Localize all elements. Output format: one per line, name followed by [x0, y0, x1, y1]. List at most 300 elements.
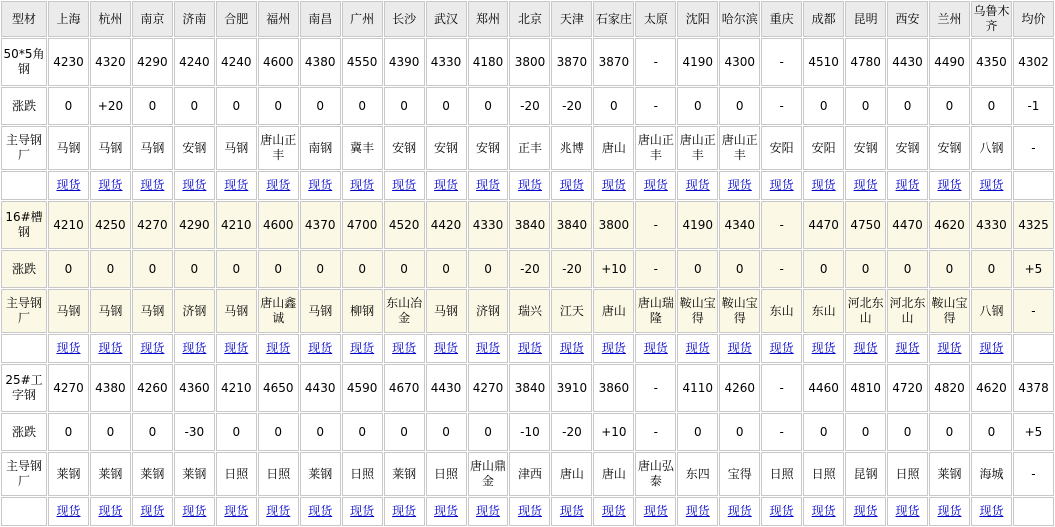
- price-cell: 4378: [1013, 364, 1054, 412]
- change-cell: -: [761, 250, 802, 288]
- mill-cell: 莱钢: [132, 452, 173, 496]
- spot-cell: [509, 497, 550, 526]
- price-cell: 4270: [132, 201, 173, 249]
- column-header-city: 西安: [887, 1, 928, 37]
- header-row: [1, 1, 1054, 37]
- product-label: 25#工字钢: [1, 364, 47, 412]
- spot-cell: [48, 334, 89, 363]
- spot-cell: [216, 334, 257, 363]
- price-cell: 3800: [509, 38, 550, 86]
- spot-link[interactable]: 现货: [559, 341, 584, 355]
- mill-cell: 安钢: [468, 126, 509, 170]
- mill-cell: 冀丰: [342, 126, 383, 170]
- change-cell: +20: [90, 87, 131, 125]
- spot-cell: [174, 171, 215, 200]
- change-cell: 0: [677, 250, 718, 288]
- spot-link[interactable]: 现货: [182, 178, 207, 192]
- spot-cell: [593, 171, 634, 200]
- spot-link[interactable]: 现货: [434, 504, 459, 518]
- mill-cell: 安阳: [761, 126, 802, 170]
- spot-link[interactable]: 现货: [517, 341, 542, 355]
- spot-cell: [468, 171, 509, 200]
- spot-link[interactable]: 现货: [182, 341, 207, 355]
- spot-cell: [887, 171, 928, 200]
- spot-cell: [719, 334, 760, 363]
- change-cell: 0: [384, 250, 425, 288]
- mill-cell: 安钢: [929, 126, 970, 170]
- mill-cell: 马钢: [48, 289, 89, 333]
- spot-cell: [761, 497, 802, 526]
- spot-link[interactable]: 现货: [140, 504, 165, 518]
- change-cell: -: [761, 413, 802, 451]
- spot-link[interactable]: 现货: [685, 504, 710, 518]
- column-header-city: 太原: [635, 1, 676, 37]
- spot-link[interactable]: 现货: [392, 178, 417, 192]
- change-cell: 0: [426, 250, 467, 288]
- spot-link[interactable]: 现货: [224, 504, 249, 518]
- mill-cell: 马钢: [216, 289, 257, 333]
- mill-cell: 唐山: [551, 452, 592, 496]
- avg-spot-empty: [1013, 334, 1054, 363]
- price-cell: -: [635, 364, 676, 412]
- change-cell: 0: [132, 250, 173, 288]
- spot-cell: [761, 171, 802, 200]
- spot-link[interactable]: 现货: [643, 341, 668, 355]
- spot-link[interactable]: 现货: [98, 178, 123, 192]
- change-cell: 0: [48, 413, 89, 451]
- spot-cell: [384, 497, 425, 526]
- price-cell: 4302: [1013, 38, 1054, 86]
- mill-cell: 东四: [677, 452, 718, 496]
- spot-cell: [929, 497, 970, 526]
- change-cell: +10: [593, 413, 634, 451]
- spot-link[interactable]: 现货: [434, 341, 459, 355]
- spot-cell: [48, 497, 89, 526]
- column-header-city: 兰州: [929, 1, 970, 37]
- price-cell: 4700: [342, 201, 383, 249]
- change-cell: -20: [509, 87, 550, 125]
- spot-cell: [887, 334, 928, 363]
- mill-cell: 南钢: [300, 126, 341, 170]
- price-cell: 3870: [551, 38, 592, 86]
- spot-cell: [635, 171, 676, 200]
- spot-link[interactable]: 现货: [769, 341, 794, 355]
- spot-link[interactable]: 现货: [811, 178, 836, 192]
- change-cell: 0: [384, 87, 425, 125]
- spot-link[interactable]: 现货: [517, 504, 542, 518]
- spot-link[interactable]: 现货: [476, 504, 501, 518]
- spot-cell: [845, 171, 886, 200]
- price-cell: 4270: [468, 364, 509, 412]
- mill-cell: 安钢: [384, 126, 425, 170]
- spot-cell: [48, 171, 89, 200]
- price-row: [1, 38, 1054, 86]
- change-cell: -20: [509, 250, 550, 288]
- price-cell: 4780: [845, 38, 886, 86]
- price-cell: 4380: [300, 38, 341, 86]
- spot-link[interactable]: 现货: [811, 341, 836, 355]
- spot-cell: [803, 171, 844, 200]
- change-cell: 0: [971, 87, 1012, 125]
- price-cell: 4330: [971, 201, 1012, 249]
- spot-link[interactable]: 现货: [979, 504, 1004, 518]
- product-label: 50*5角钢: [1, 38, 47, 86]
- spot-link[interactable]: 现货: [266, 341, 291, 355]
- change-cell: 0: [258, 413, 299, 451]
- spot-cell: [677, 334, 718, 363]
- spot-cell: [174, 497, 215, 526]
- change-cell: 0: [48, 250, 89, 288]
- change-cell: 0: [426, 87, 467, 125]
- spot-link[interactable]: 现货: [56, 341, 81, 355]
- price-cell: 4250: [90, 201, 131, 249]
- price-row: [1, 201, 1054, 249]
- price-cell: 4550: [342, 38, 383, 86]
- price-cell: 4520: [384, 201, 425, 249]
- spot-link[interactable]: 现货: [643, 178, 668, 192]
- spot-link[interactable]: 现货: [140, 178, 165, 192]
- spot-link[interactable]: 现货: [56, 178, 81, 192]
- spot-link[interactable]: 现货: [643, 504, 668, 518]
- spot-cell: [551, 334, 592, 363]
- change-cell: +10: [593, 250, 634, 288]
- spot-link[interactable]: 现货: [350, 341, 375, 355]
- change-cell: 0: [258, 250, 299, 288]
- change-cell: 0: [845, 250, 886, 288]
- spot-cell: [593, 334, 634, 363]
- spot-row: [1, 171, 1054, 200]
- change-label: 涨跌: [1, 413, 47, 451]
- column-header-city: 均价: [1013, 1, 1054, 37]
- mill-cell: 马钢: [426, 289, 467, 333]
- spot-cell: [342, 334, 383, 363]
- price-cell: 4460: [803, 364, 844, 412]
- spot-link[interactable]: 现货: [224, 178, 249, 192]
- spot-label-empty: [1, 334, 47, 363]
- spot-cell: [132, 497, 173, 526]
- spot-link[interactable]: 现货: [727, 178, 752, 192]
- spot-link[interactable]: 现货: [308, 504, 333, 518]
- mill-cell: 鞍山宝得: [929, 289, 970, 333]
- spot-link[interactable]: 现货: [434, 178, 459, 192]
- column-header-city: 上海: [48, 1, 89, 37]
- price-cell: 4190: [677, 38, 718, 86]
- spot-cell: [174, 334, 215, 363]
- price-cell: 3800: [593, 201, 634, 249]
- mill-cell: 唐山: [593, 289, 634, 333]
- spot-link[interactable]: 现货: [727, 504, 752, 518]
- price-cell: 4350: [971, 38, 1012, 86]
- column-header-city: 昆明: [845, 1, 886, 37]
- spot-link[interactable]: 现货: [853, 504, 878, 518]
- change-cell: +5: [1013, 250, 1054, 288]
- spot-link[interactable]: 现货: [98, 341, 123, 355]
- spot-link[interactable]: 现货: [895, 341, 920, 355]
- mill-cell: 日照: [258, 452, 299, 496]
- spot-cell: [426, 334, 467, 363]
- price-cell: 4230: [48, 38, 89, 86]
- mill-cell: 日照: [216, 452, 257, 496]
- change-cell: 0: [384, 413, 425, 451]
- mill-cell: 唐山正丰: [719, 126, 760, 170]
- spot-link[interactable]: 现货: [895, 178, 920, 192]
- mill-label: 主导钢厂: [1, 126, 47, 170]
- price-cell: 4360: [174, 364, 215, 412]
- change-cell: 0: [174, 87, 215, 125]
- price-cell: 4300: [719, 38, 760, 86]
- column-header-city: 乌鲁木齐: [971, 1, 1012, 37]
- price-cell: 4380: [90, 364, 131, 412]
- spot-cell: [719, 497, 760, 526]
- price-cell: -: [761, 201, 802, 249]
- change-cell: 0: [468, 413, 509, 451]
- mill-cell: 唐山鼎金: [468, 452, 509, 496]
- spot-cell: [761, 334, 802, 363]
- change-cell: 0: [845, 413, 886, 451]
- mill-cell: 昆钢: [845, 452, 886, 496]
- price-cell: 4810: [845, 364, 886, 412]
- price-cell: 3860: [593, 364, 634, 412]
- price-cell: 4600: [258, 38, 299, 86]
- change-cell: 0: [845, 87, 886, 125]
- price-cell: 4210: [48, 201, 89, 249]
- spot-cell: [929, 171, 970, 200]
- change-cell: 0: [426, 413, 467, 451]
- column-header-city: 重庆: [761, 1, 802, 37]
- column-header-city: 成都: [803, 1, 844, 37]
- spot-link[interactable]: 现货: [308, 178, 333, 192]
- mill-cell: 鞍山宝得: [677, 289, 718, 333]
- spot-link[interactable]: 现货: [811, 504, 836, 518]
- price-cell: 3870: [593, 38, 634, 86]
- spot-link[interactable]: 现货: [769, 504, 794, 518]
- price-cell: 4260: [132, 364, 173, 412]
- mill-cell: 宝得: [719, 452, 760, 496]
- column-header-city: 沈阳: [677, 1, 718, 37]
- mill-cell: 唐山正丰: [258, 126, 299, 170]
- change-cell: 0: [216, 87, 257, 125]
- change-cell: 0: [719, 87, 760, 125]
- price-cell: 4290: [174, 201, 215, 249]
- change-cell: 0: [677, 413, 718, 451]
- mill-cell: 马钢: [48, 126, 89, 170]
- spot-link[interactable]: 现货: [979, 178, 1004, 192]
- mill-row: [1, 126, 1054, 170]
- mill-cell: 马钢: [216, 126, 257, 170]
- mill-label: 主导钢厂: [1, 289, 47, 333]
- spot-cell: [509, 171, 550, 200]
- spot-link[interactable]: 现货: [937, 178, 962, 192]
- spot-link[interactable]: 现货: [853, 341, 878, 355]
- spot-cell: [635, 497, 676, 526]
- spot-link[interactable]: 现货: [685, 178, 710, 192]
- price-cell: 4320: [90, 38, 131, 86]
- spot-cell: [971, 334, 1012, 363]
- change-cell: 0: [468, 87, 509, 125]
- mill-cell: 济钢: [468, 289, 509, 333]
- price-cell: 4430: [887, 38, 928, 86]
- change-cell: -1: [1013, 87, 1054, 125]
- spot-cell: [216, 171, 257, 200]
- mill-cell: 莱钢: [48, 452, 89, 496]
- change-cell: 0: [593, 87, 634, 125]
- spot-link[interactable]: 现货: [937, 341, 962, 355]
- column-header-city: 杭州: [90, 1, 131, 37]
- price-cell: -: [761, 38, 802, 86]
- corner-header-product: 型材: [1, 1, 47, 37]
- column-header-city: 福州: [258, 1, 299, 37]
- change-cell: 0: [719, 413, 760, 451]
- spot-cell: [300, 171, 341, 200]
- spot-row: [1, 497, 1054, 526]
- mill-cell: 莱钢: [384, 452, 425, 496]
- mill-cell: 安钢: [887, 126, 928, 170]
- mill-cell: 鞍山宝得: [719, 289, 760, 333]
- spot-link[interactable]: 现货: [895, 504, 920, 518]
- spot-link[interactable]: 现货: [224, 341, 249, 355]
- spot-link[interactable]: 现货: [182, 504, 207, 518]
- price-cell: 4340: [719, 201, 760, 249]
- spot-link[interactable]: 现货: [98, 504, 123, 518]
- change-row: [1, 413, 1054, 451]
- change-cell: 0: [216, 250, 257, 288]
- spot-link[interactable]: 现货: [476, 178, 501, 192]
- mill-cell: 河北东山: [887, 289, 928, 333]
- price-cell: 4470: [887, 201, 928, 249]
- spot-link[interactable]: 现货: [476, 341, 501, 355]
- spot-link[interactable]: 现货: [559, 178, 584, 192]
- change-cell: -: [635, 87, 676, 125]
- change-cell: +5: [1013, 413, 1054, 451]
- spot-link[interactable]: 现货: [140, 341, 165, 355]
- mill-cell: 柳钢: [342, 289, 383, 333]
- spot-link[interactable]: 现货: [979, 341, 1004, 355]
- change-cell: 0: [342, 87, 383, 125]
- spot-cell: [384, 171, 425, 200]
- change-cell: 0: [929, 87, 970, 125]
- spot-link[interactable]: 现货: [769, 178, 794, 192]
- mill-cell: 安阳: [803, 126, 844, 170]
- spot-link[interactable]: 现货: [517, 178, 542, 192]
- change-cell: 0: [132, 413, 173, 451]
- spot-link[interactable]: 现货: [601, 341, 626, 355]
- spot-link[interactable]: 现货: [937, 504, 962, 518]
- spot-link[interactable]: 现货: [266, 504, 291, 518]
- spot-cell: [845, 334, 886, 363]
- spot-link[interactable]: 现货: [350, 504, 375, 518]
- change-cell: 0: [887, 413, 928, 451]
- mill-cell: 河北东山: [845, 289, 886, 333]
- mill-cell: 东山: [803, 289, 844, 333]
- spot-link[interactable]: 现货: [392, 341, 417, 355]
- mill-cell: 安钢: [174, 126, 215, 170]
- change-cell: 0: [300, 250, 341, 288]
- spot-cell: [551, 497, 592, 526]
- mill-cell: 唐山正丰: [677, 126, 718, 170]
- spot-link[interactable]: 现货: [350, 178, 375, 192]
- spot-cell: [719, 171, 760, 200]
- mill-cell: 日照: [761, 452, 802, 496]
- mill-cell: -: [1013, 289, 1054, 333]
- mill-cell: 正丰: [509, 126, 550, 170]
- price-cell: 4390: [384, 38, 425, 86]
- price-cell: -: [635, 38, 676, 86]
- mill-cell: 津西: [509, 452, 550, 496]
- mill-row: [1, 452, 1054, 496]
- spot-cell: [384, 334, 425, 363]
- change-cell: 0: [719, 250, 760, 288]
- price-cell: -: [761, 364, 802, 412]
- mill-cell: 济钢: [174, 289, 215, 333]
- spot-link[interactable]: 现货: [56, 504, 81, 518]
- spot-link[interactable]: 现货: [685, 341, 710, 355]
- spot-link[interactable]: 现货: [308, 341, 333, 355]
- mill-cell: 日照: [342, 452, 383, 496]
- price-row: [1, 364, 1054, 412]
- change-cell: -: [635, 413, 676, 451]
- change-cell: 0: [300, 413, 341, 451]
- change-cell: 0: [216, 413, 257, 451]
- spot-cell: [300, 334, 341, 363]
- spot-cell: [258, 497, 299, 526]
- price-cell: 3910: [551, 364, 592, 412]
- spot-cell: [468, 497, 509, 526]
- change-cell: 0: [174, 250, 215, 288]
- spot-cell: [132, 171, 173, 200]
- mill-cell: 瑞兴: [509, 289, 550, 333]
- mill-cell: 马钢: [300, 289, 341, 333]
- spot-cell: [971, 497, 1012, 526]
- price-cell: 4330: [468, 201, 509, 249]
- spot-link[interactable]: 现货: [601, 504, 626, 518]
- price-cell: 4260: [719, 364, 760, 412]
- change-cell: 0: [971, 413, 1012, 451]
- change-cell: 0: [258, 87, 299, 125]
- price-cell: -: [635, 201, 676, 249]
- spot-cell: [551, 171, 592, 200]
- spot-link[interactable]: 现货: [392, 504, 417, 518]
- change-label: 涨跌: [1, 250, 47, 288]
- spot-link[interactable]: 现货: [266, 178, 291, 192]
- column-header-city: 武汉: [426, 1, 467, 37]
- price-cell: 4820: [929, 364, 970, 412]
- spot-cell: [971, 171, 1012, 200]
- spot-link[interactable]: 现货: [853, 178, 878, 192]
- mill-cell: 日照: [803, 452, 844, 496]
- spot-cell: [509, 334, 550, 363]
- spot-cell: [132, 334, 173, 363]
- mill-cell: 兆博: [551, 126, 592, 170]
- change-cell: 0: [887, 250, 928, 288]
- price-cell: 4510: [803, 38, 844, 86]
- spot-cell: [90, 171, 131, 200]
- spot-link[interactable]: 现货: [559, 504, 584, 518]
- mill-cell: 莱钢: [90, 452, 131, 496]
- spot-cell: [635, 334, 676, 363]
- spot-cell: [803, 497, 844, 526]
- mill-cell: 安钢: [426, 126, 467, 170]
- price-cell: 4620: [971, 364, 1012, 412]
- change-cell: 0: [929, 413, 970, 451]
- spot-link[interactable]: 现货: [727, 341, 752, 355]
- change-cell: 0: [342, 413, 383, 451]
- spot-link[interactable]: 现货: [601, 178, 626, 192]
- spot-cell: [803, 334, 844, 363]
- mill-cell: 江天: [551, 289, 592, 333]
- price-cell: 4670: [384, 364, 425, 412]
- change-cell: -: [761, 87, 802, 125]
- mill-cell: 东山: [761, 289, 802, 333]
